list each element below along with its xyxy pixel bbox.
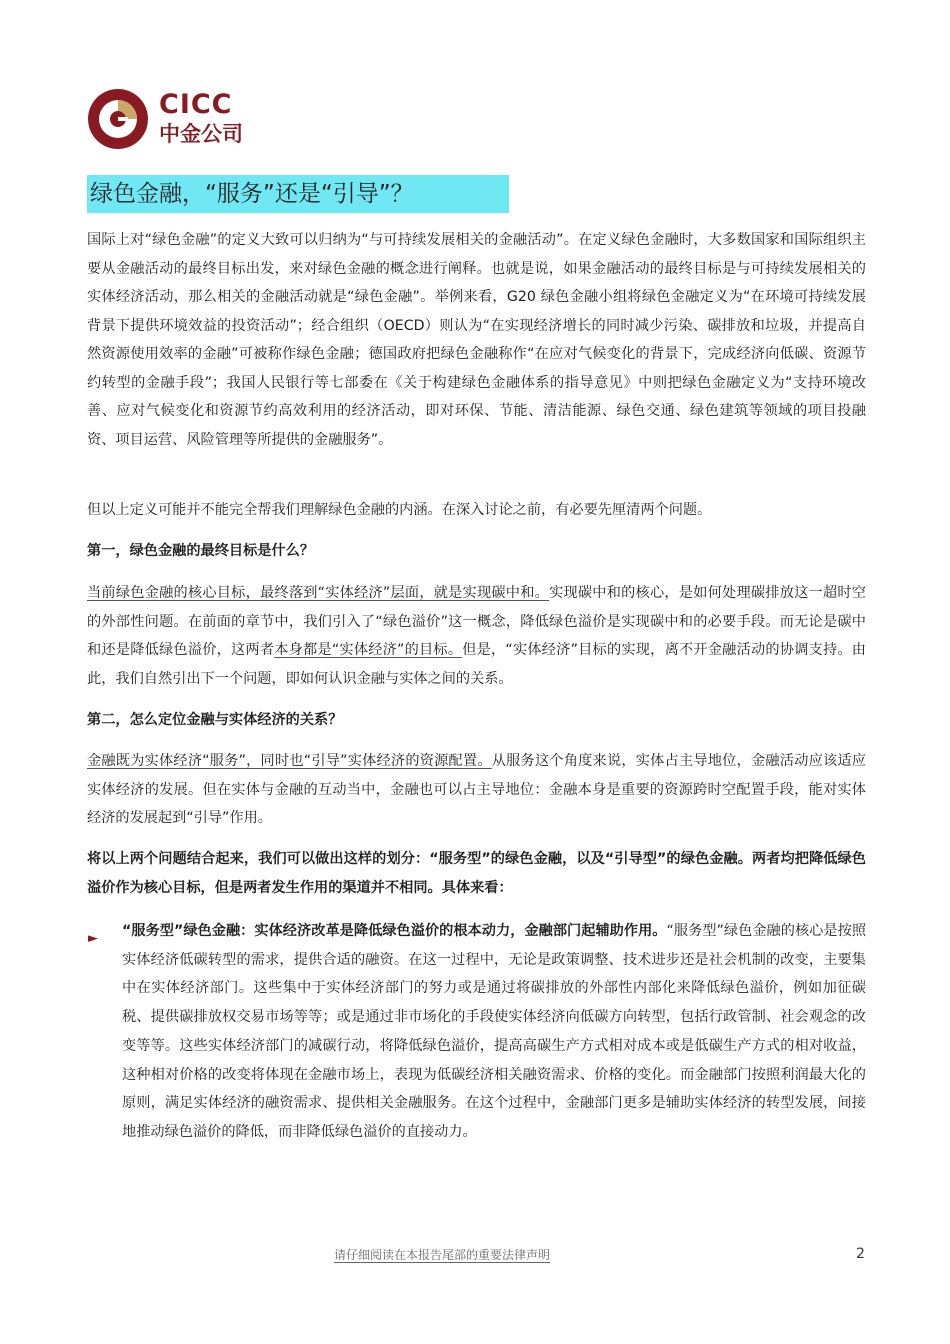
underlined-key-sentence: 当前绿色金融的核心目标，最终落到“实体经济”层面，就是实现碳中和。: [87, 585, 550, 601]
logo-text-cn: 中金公司: [159, 122, 243, 146]
underlined-key-sentence: 本身都是“实体经济”的目标。: [274, 642, 463, 658]
paragraph-finance-relation: [87, 747, 866, 833]
text-run: “服务型”绿色金融的核心是按照实体经济低碳转型的需求，提供合适的融资。在这一过程中，无论是政策调整、技术进步还是社会机制的改变，主要集中在实体经济部门。这些集中于实体经济部门的努力或是通过将碳排放的外部性内部化来降低绿色溢价，例如加征碳税、提供碳排放权交易市场等等；或是通过非市场化的手段使实体经济向低碳方向转型，包括行政管制、社会观念的改变等等。这些实体经济部门的减碳行动，将降低绿色溢价，提高高碳生产方式相对成本或是低碳生产方式的相对收益，这种相对价格的改变将体现在金融市场上，表现为低碳经济相关融资需求、价格的变化。而金融部门按照利润最大化的原则，满足实体经济的融资需求、提供相关金融服务。在这个过程中，金融部门更多是辅助实体经济的转型发展，间接地推动绿色溢价的降低，而非降低绿色溢价的直接动力。: [122, 923, 867, 1140]
page-number: 2: [856, 1246, 865, 1262]
bullet-lead-bold: “服务型”绿色金融：实体经济改革是降低绿色溢价的根本动力，金融部门起辅助作用。: [122, 923, 667, 939]
page-title: 绿色金融，“服务”还是“引导”？: [90, 181, 414, 207]
underlined-key-sentence: 金融既为实体经济“服务”，同时也“引导”实体经济的资源配置。: [87, 753, 492, 769]
logo-text-en: CICC: [159, 89, 233, 120]
question-two-heading: 第二，怎么定位金融与实体经济的关系？: [87, 712, 343, 728]
paragraph-intro-questions: 但以上定义可能并不能完全帮我们理解绿色金融的内涵。在深入讨论之前，有必要先厘清两个问题。: [87, 502, 712, 518]
cicc-logo: [87, 88, 287, 150]
text-run: 实现碳中和的核心，是如何处理碳排放这一超时空的外部性问题。在前面的章节中，我们引入了“绿色溢价”这一概念，降低绿色溢价是实现碳中和的必要手段。而无论是碳中和还是降低绿色溢价，这两者: [87, 585, 866, 658]
bullet-service-type: [122, 917, 866, 1147]
bullet-arrow-icon: ►: [88, 931, 98, 946]
paragraph-classification: 将以上两个问题结合起来，我们可以做出这样的划分：“服务型”的绿色金融，以及“引导型”的绿色金融。两者均把降低绿色溢价作为核心目标，但是两者发生作用的渠道并不相同。具体来看：: [87, 851, 866, 896]
question-one-heading: 第一，绿色金融的最终目标是什么？: [87, 543, 315, 559]
paragraph-carbon-neutral: [87, 579, 866, 693]
text-run: 但是，“实体经济”目标的实现，离不开金融活动的协调支持。由此，我们自然引出下一个问题，即如何认识金融与实体之间的关系。: [87, 642, 866, 687]
text-run: 从服务这个角度来说，实体占主导地位，金融活动应该适应实体经济的发展。但在实体与金融的互动当中，金融也可以占主导地位：金融本身是重要的资源跨时空配置手段，能对实体经济的发展起到“引导”作用。: [87, 753, 866, 826]
paragraph-definition: 国际上对“绿色金融”的定义大致可以归纳为“与可持续发展相关的金融活动”。在定义绿色金融时，大多数国家和国际组织主要从金融活动的最终目标出发，来对绿色金融的概念进行阐释。也就是说，如果金融活动的最终目标是与可持续发展相关的实体经济活动，那么相关的金融活动就是“绿色金融”。举例来看，G20 绿色金融小组将绿色金融定义为“在环境可持续发展背景下提供环境效益的投资活动”；经合组织（OECD）则认为“在实现经济增长的同时减少污染、碳排放和垃圾，并提高自然资源使用效率的金融”可被称作绿色金融；德国政府把绿色金融称作“在应对气候变化的背景下，完成经济向低碳、资源节约转型的金融手段”；我国人民银行等七部委在《关于构建绿色金融体系的指导意见》中则把绿色金融定义为“支持环境改善、应对气候变化和资源节约高效利用的经济活动，即对环保、节能、清洁能源、绿色交通、绿色建筑等领域的项目投融资、项目运营、风险管理等所提供的金融服务”。: [87, 232, 866, 448]
legal-disclaimer-link[interactable]: 请仔细阅读在本报告尾部的重要法律声明: [334, 1248, 551, 1262]
cicc-logo-mark-icon: [87, 88, 149, 150]
